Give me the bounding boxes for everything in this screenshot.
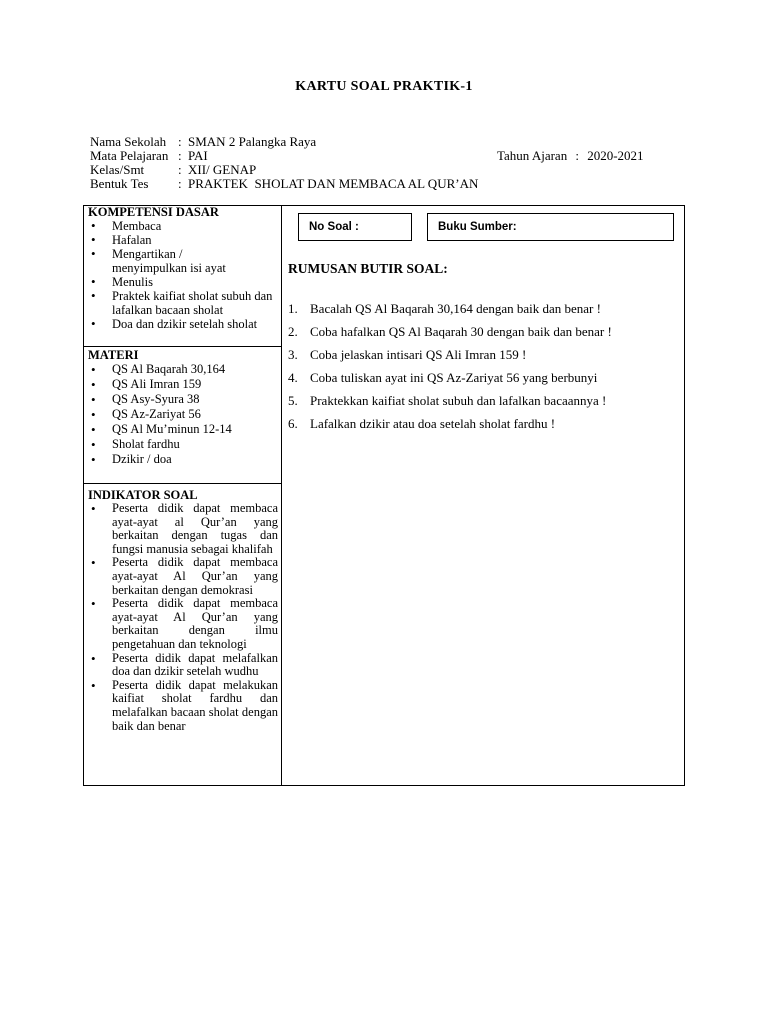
list-item: • Dzikir / doa bbox=[88, 452, 278, 467]
info-separator: : bbox=[178, 176, 182, 191]
list-item: • Peserta didik dapat melafalkan doa dan dzikir setelah wudhu bbox=[88, 652, 278, 679]
column-divider bbox=[281, 205, 282, 786]
list-item: • Mengartikan / menyimpulkan isi ayat bbox=[88, 247, 278, 275]
info-label: Bentuk Tes bbox=[90, 176, 149, 191]
materi-list bbox=[88, 362, 278, 467]
list-item: • Hafalan bbox=[88, 233, 278, 247]
info-separator: : bbox=[575, 148, 580, 163]
list-item: • Peserta didik dapat membaca ayat-ayat Al Qur’an yang berkaitan dengan demokrasi bbox=[88, 556, 278, 597]
soal-text: Coba jelaskan intisari QS Ali Imran 159 ! bbox=[310, 347, 527, 362]
info-mata-pelajaran bbox=[90, 148, 208, 163]
info-bentuk-tes bbox=[90, 176, 478, 191]
soal-text: Bacalah QS Al Baqarah 30,164 dengan baik dan benar ! bbox=[310, 301, 601, 316]
soal-number: 1. bbox=[288, 301, 298, 316]
list-item: • Peserta didik dapat melakukan kaifiat sholat fardhu dan melafalkan bacaan sholat dengan baik dan benar bbox=[88, 679, 278, 733]
info-separator: : bbox=[178, 148, 182, 163]
list-item: • QS Az-Zariyat 56 bbox=[88, 407, 278, 422]
indikator-soal-section bbox=[88, 489, 278, 733]
soal-number: 3. bbox=[288, 347, 298, 362]
no-soal-box: No Soal : bbox=[298, 213, 412, 241]
soal-number: 4. bbox=[288, 370, 298, 385]
kompetensi-dasar-section bbox=[88, 206, 278, 331]
info-value: PAI bbox=[188, 148, 208, 163]
info-value: PRAKTEK SHOLAT DAN MEMBACA AL QUR’AN bbox=[188, 176, 479, 191]
buku-sumber-box: Buku Sumber: bbox=[427, 213, 674, 241]
page-title: KARTU SOAL PRAKTIK-1 bbox=[295, 79, 473, 94]
kompetensi-dasar-list bbox=[88, 219, 278, 331]
kompetensi-dasar-heading: KOMPETENSI DASAR bbox=[88, 205, 219, 219]
materi-heading: MATERI bbox=[88, 348, 139, 362]
info-value: 2020-2021 bbox=[587, 148, 644, 163]
section-divider bbox=[83, 483, 282, 484]
soal-item bbox=[288, 370, 612, 393]
list-item: • QS Ali Imran 159 bbox=[88, 377, 278, 392]
rumusan-heading: RUMUSAN BUTIR SOAL: bbox=[288, 261, 448, 276]
info-value: XII/ GENAP bbox=[188, 162, 257, 177]
info-label: Tahun Ajaran bbox=[497, 148, 568, 163]
list-item: • QS Al Mu’minun 12-14 bbox=[88, 422, 278, 437]
list-item: • QS Asy-Syura 38 bbox=[88, 392, 278, 407]
info-label: Mata Pelajaran bbox=[90, 148, 169, 163]
indikator-soal-heading: INDIKATOR SOAL bbox=[88, 488, 198, 502]
info-nama-sekolah bbox=[90, 134, 316, 149]
soal-text: Lafalkan dzikir atau doa setelah sholat fardhu ! bbox=[310, 416, 556, 431]
info-separator: : bbox=[178, 162, 182, 177]
info-kelas-smt bbox=[90, 162, 256, 177]
list-item: • Membaca bbox=[88, 219, 278, 233]
soal-number: 6. bbox=[288, 416, 298, 431]
soal-item bbox=[288, 416, 612, 439]
list-item: • Menulis bbox=[88, 275, 278, 289]
list-item: • Peserta didik dapat membaca ayat-ayat Al Qur’an yang berkaitan dengan ilmu pengetahuan dan teknologi bbox=[88, 597, 278, 651]
section-divider bbox=[83, 346, 282, 347]
soal-text: Coba hafalkan QS Al Baqarah 30 dengan baik dan benar ! bbox=[310, 324, 612, 339]
soal-item bbox=[288, 393, 612, 416]
list-item: • Praktek kaifiat sholat subuh dan lafalkan bacaan sholat bbox=[88, 289, 278, 317]
soal-number: 2. bbox=[288, 324, 298, 339]
list-item: • QS Al Baqarah 30,164 bbox=[88, 362, 278, 377]
soal-text: Coba tuliskan ayat ini QS Az-Zariyat 56 yang berbunyi bbox=[310, 370, 598, 385]
indikator-soal-list bbox=[88, 502, 278, 733]
soal-item bbox=[288, 347, 612, 370]
soal-text: Praktekkan kaifiat sholat subuh dan lafalkan bacaannya ! bbox=[310, 393, 607, 408]
soal-list bbox=[288, 301, 612, 439]
info-label: Kelas/Smt bbox=[90, 162, 145, 177]
info-label: Nama Sekolah bbox=[90, 134, 167, 149]
info-value: SMAN 2 Palangka Raya bbox=[188, 134, 317, 149]
materi-section bbox=[88, 349, 278, 467]
list-item: • Peserta didik dapat membaca ayat-ayat al Qur’an yang berkaitan dengan tugas dan fungsi manusia sebagai khalifah bbox=[88, 502, 278, 556]
list-item: • Doa dan dzikir setelah sholat bbox=[88, 317, 278, 331]
info-separator: : bbox=[178, 134, 182, 149]
list-item: • Sholat fardhu bbox=[88, 437, 278, 452]
info-tahun-ajaran bbox=[497, 148, 644, 164]
soal-number: 5. bbox=[288, 393, 298, 408]
soal-item bbox=[288, 301, 612, 324]
soal-item bbox=[288, 324, 612, 347]
